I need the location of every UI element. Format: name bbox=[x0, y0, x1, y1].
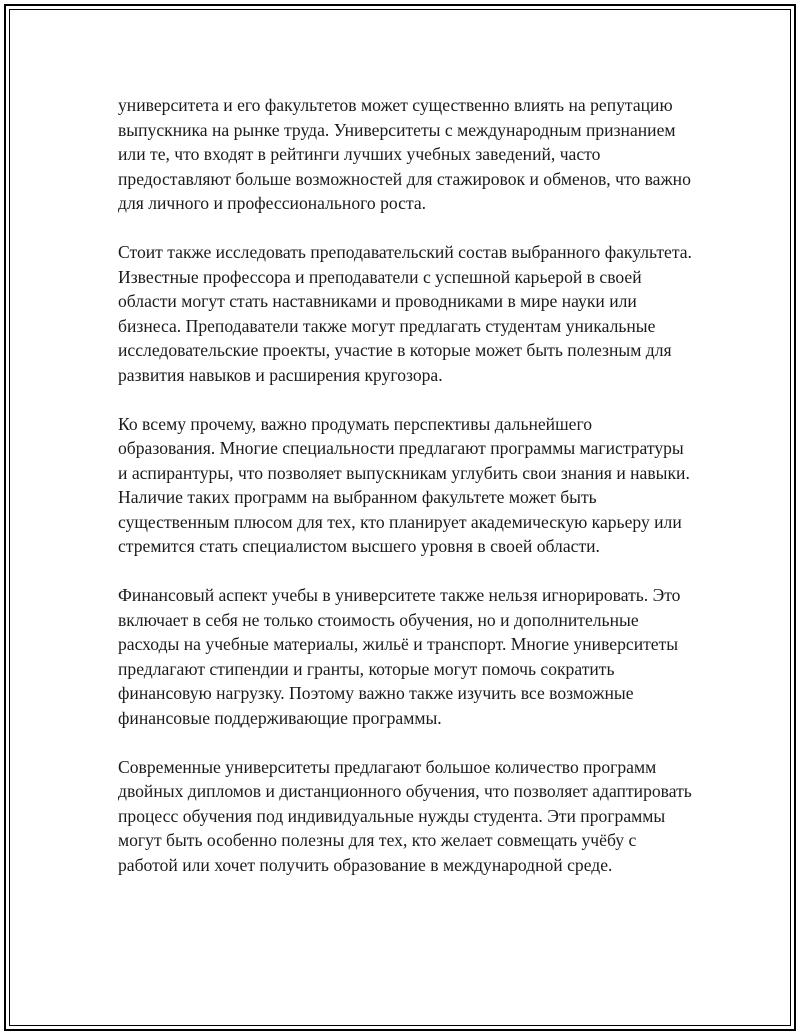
paragraph-financial-aspect: Финансовый аспект учебы в университете также нельзя игнорировать. Это включает в себя не только стоимость обучения, но и дополнительные расходы на учебные материалы, жильё и транспорт. Многие университеты предлагают стипендии и гранты, которые могут помочь сократить финансовую нагрузку. Поэтому важно также изучить все возможные финансовые поддерживающие программы. bbox=[118, 585, 681, 728]
paragraph-further-education: Ко всему прочему, важно продумать перспективы дальнейшего образования. Многие специальности предлагают программы магистратуры и аспирантуры, что позволяет выпускникам углубить свои знания и навыки. Наличие таких программ на выбранном факультете может быть существенным плюсом для тех, кто планирует академическую карьеру или стремится стать специалистом высшего уровня в своей области. bbox=[118, 413, 690, 556]
paragraph-university-reputation: университета и его факультетов может существенно влиять на репутацию выпускника на рынке труда. Университеты с международным признанием или те, что входят в рейтинги лучших учебных заведений, часто предоставляют больше возможностей для стажировок и обменов, что важно для личного и профессионального роста. bbox=[118, 95, 691, 213]
paragraph-teaching-staff: Стоит также исследовать преподавательский состав выбранного факультета. Известные профессора и преподаватели с успешной карьерой в своей области могут стать наставниками и проводниками в мире науки или бизнеса. Преподаватели также могут предлагать студентам уникальные исследовательские проекты, участие в которые может быть полезным для развития навыков и расширения кругозора. bbox=[118, 242, 692, 385]
document-body bbox=[118, 93, 692, 902]
paragraph-modern-programs: Современные университеты предлагают большое количество программ двойных дипломов и дистанционного обучения, что позволяет адаптировать процесс обучения под индивидуальные нужды студента. Эти программы могут быть особенно полезны для тех, кто желает совмещать учёбу с работой или хочет получить образование в международной среде. bbox=[118, 756, 692, 875]
